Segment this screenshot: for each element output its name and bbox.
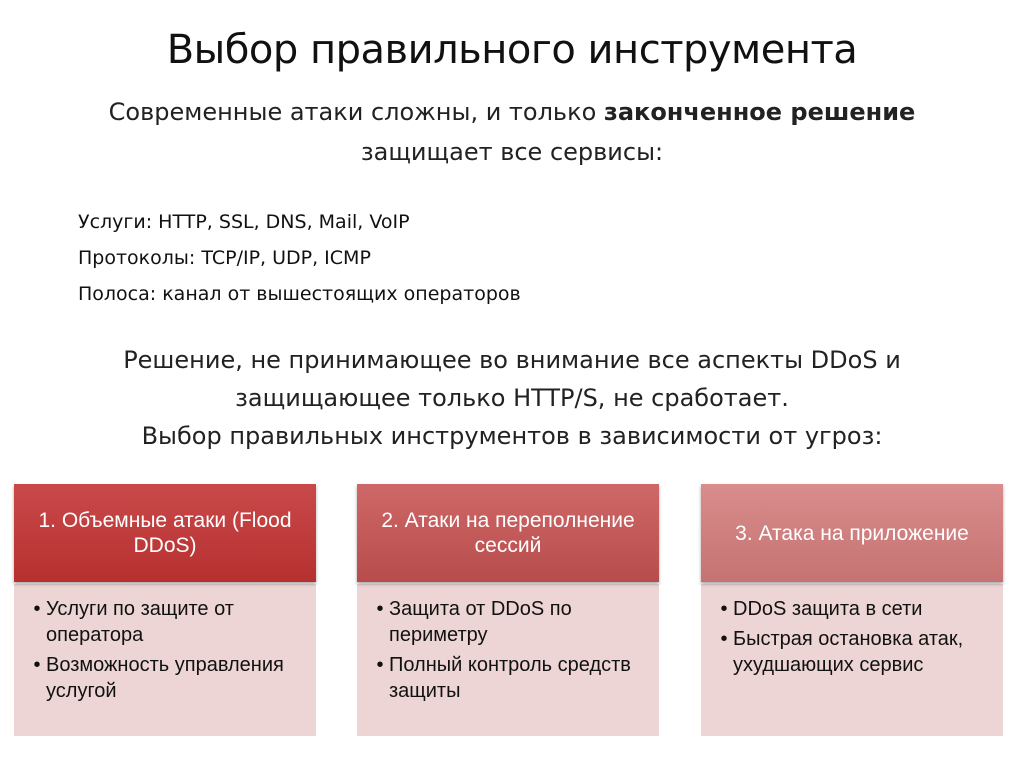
statement-line-3: Выбор правильных инструментов в зависимости от угроз: [141, 422, 883, 450]
card-header: 3. Атака на приложение [701, 484, 1003, 582]
list-item: • DDoS защита в сети [733, 596, 993, 622]
card-body [701, 584, 1003, 736]
list-item: • Услуги по защите от оператора [46, 596, 306, 648]
statement-line-2: защищающее только HTTP/S, не сработает. [235, 384, 789, 412]
card-body [14, 584, 316, 736]
subtitle-suffix: защищает все сервисы: [360, 138, 664, 166]
detail-services: Услуги: HTTP, SSL, DNS, Mail, VoIP [78, 211, 410, 233]
subtitle-prefix: Современные атаки сложны, и только [108, 98, 604, 126]
list-item: • Возможность управления услугой [46, 652, 306, 704]
list-item: • Быстрая остановка атак, ухудшающих сервис [733, 626, 993, 678]
slide-title: Выбор правильного инструмента [166, 27, 858, 73]
card-header: 1. Объемные атаки (Flood DDoS) [14, 484, 316, 582]
detail-protocols: Протоколы: TCP/IP, UDP, ICMP [78, 247, 371, 269]
detail-bandwidth: Полоса: канал от вышестоящих операторов [78, 283, 521, 305]
statement-line-1: Решение, не принимающее во внимание все аспекты DDoS и [123, 346, 901, 374]
subtitle-bold: законченное решение [603, 98, 916, 126]
card-session-attacks [357, 484, 659, 736]
details-list [78, 204, 521, 312]
card-header: 2. Атаки на переполнение сессий [357, 484, 659, 582]
card-application-attacks [701, 484, 1003, 736]
card-body [357, 584, 659, 736]
slide-subtitle [40, 92, 984, 172]
list-item: • Полный контроль средств защиты [389, 652, 649, 704]
statement [30, 341, 994, 455]
list-item: • Защита от DDoS по периметру [389, 596, 649, 648]
card-volumetric-attacks [14, 484, 316, 736]
